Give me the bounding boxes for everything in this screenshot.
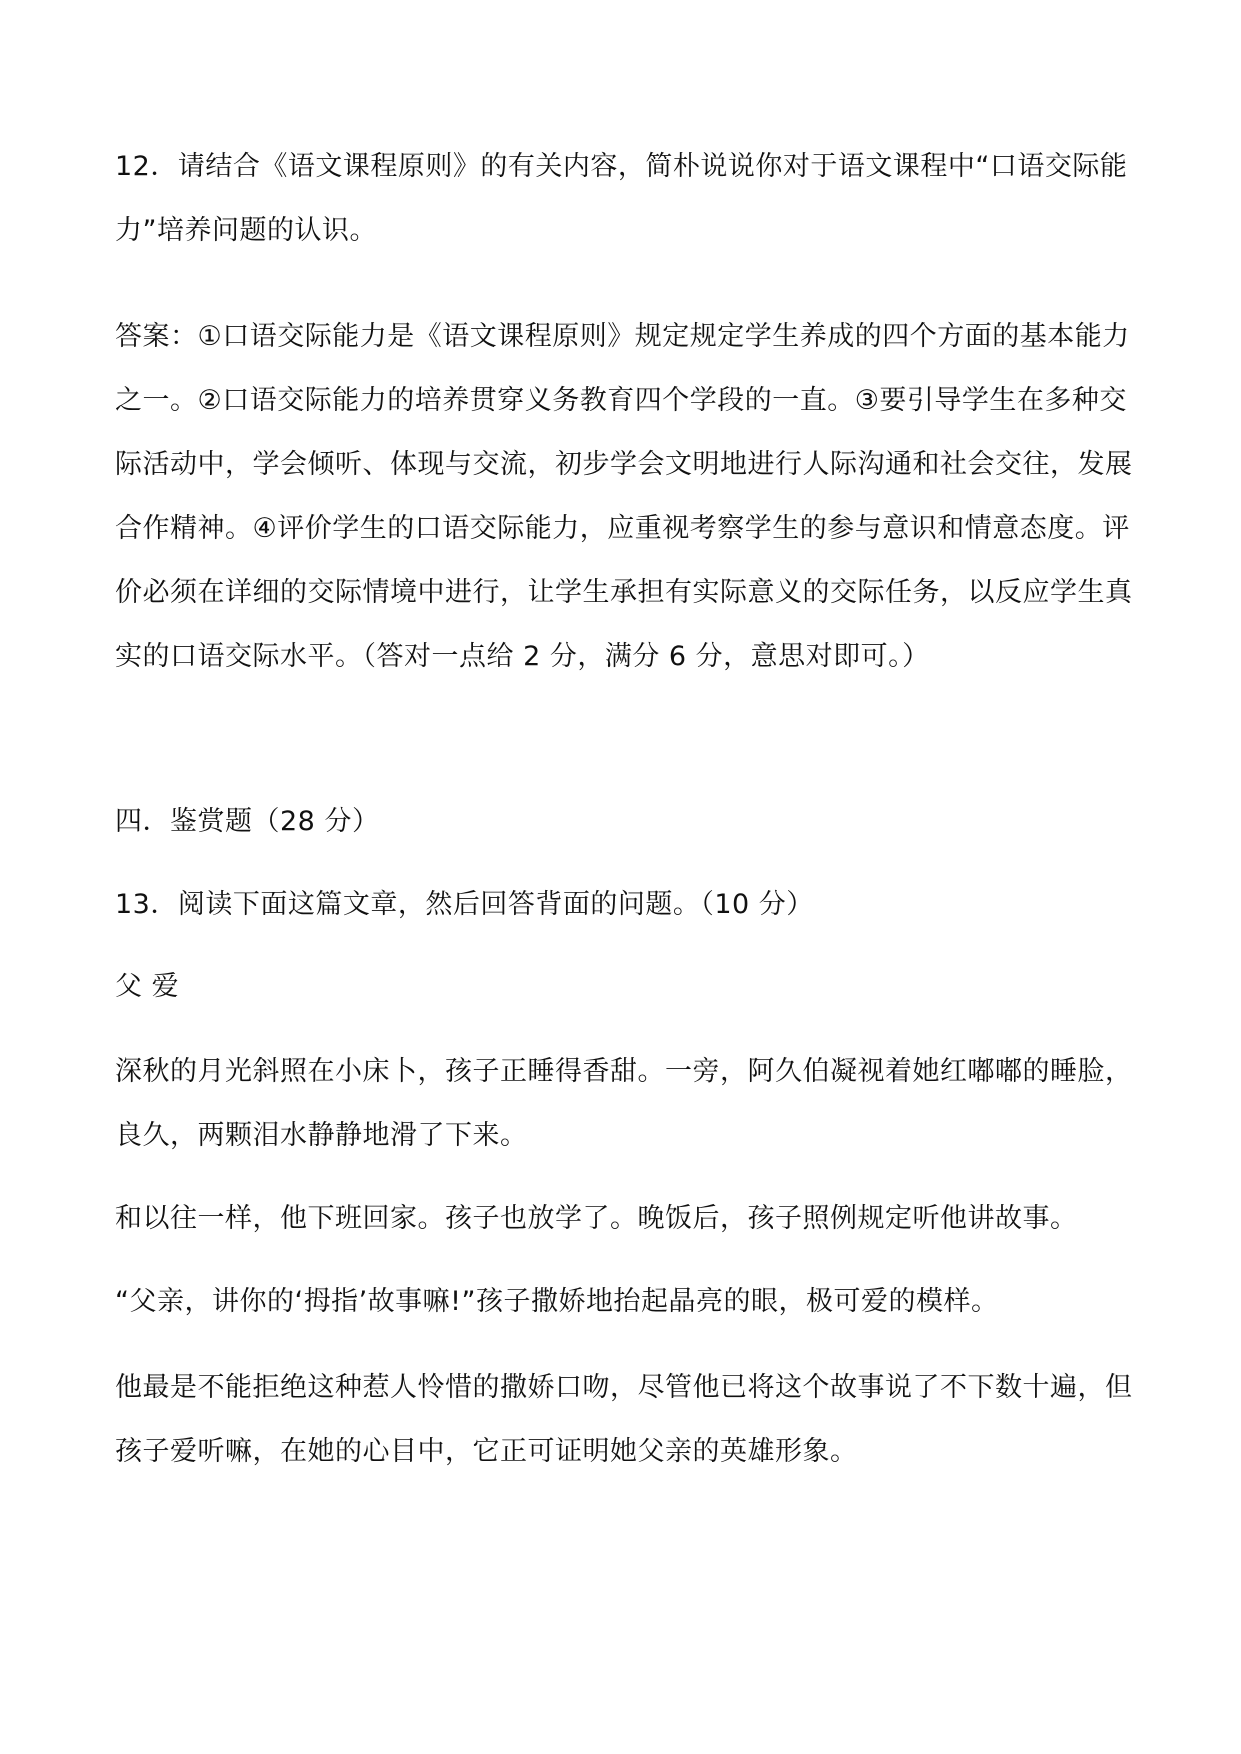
- section-heading: 四．鉴赏题（28 分）: [115, 806, 380, 837]
- paragraph-2: 和以往一样，他下班回家。孩子也放学了。晚饭后，孩子照例规定听他讲故事。: [115, 1203, 1078, 1234]
- question-12: 12．请结合《语文课程原则》的有关内容，简朴说说你对于语文课程中“口语交际能力”培养问题的认识。: [115, 151, 1128, 246]
- paragraph-4: 他最是不能拒绝这种惹人怜惜的撒娇口吻，尽管他已将这个故事说了不下数十遍，但孩子爱听嘛，在她的心目中，它正可证明她父亲的英雄形象。: [115, 1372, 1133, 1467]
- paragraph-3: “父亲，讲你的‘拇指’故事嘛!”孩子撒娇地抬起晶亮的眼，极可爱的模样。: [115, 1286, 999, 1317]
- answer-12: 答案：①口语交际能力是《语文课程原则》规定规定学生养成的四个方面的基本能力之一。②口语交际能力的培养贯穿义务教育四个学段的一直。③要引导学生在多种交际活动中，学会倾听、体现与交流，初步学会文明地进行人际沟通和社会交往，发展合作精神。④评价学生的口语交际能力，应重视考察学生的参与意识和情意态度。评价必须在详细的交际情境中进行，让学生承担有实际意义的交际任务，以反应学生真实的口语交际水平。（答对一点给 2 分，满分 6 分，意思对即可。）: [115, 321, 1133, 672]
- paragraph-1: 深秋的月光斜照在小床卜，孩子正睡得香甜。一旁，阿久伯凝视着她红嘟嘟的睡脸，良久，两颗泪水静静地滑了下来。: [115, 1056, 1133, 1151]
- question-13: 13．阅读下面这篇文章，然后回答背面的问题。（10 分）: [115, 889, 814, 920]
- article-title: 父 爱: [115, 971, 180, 1002]
